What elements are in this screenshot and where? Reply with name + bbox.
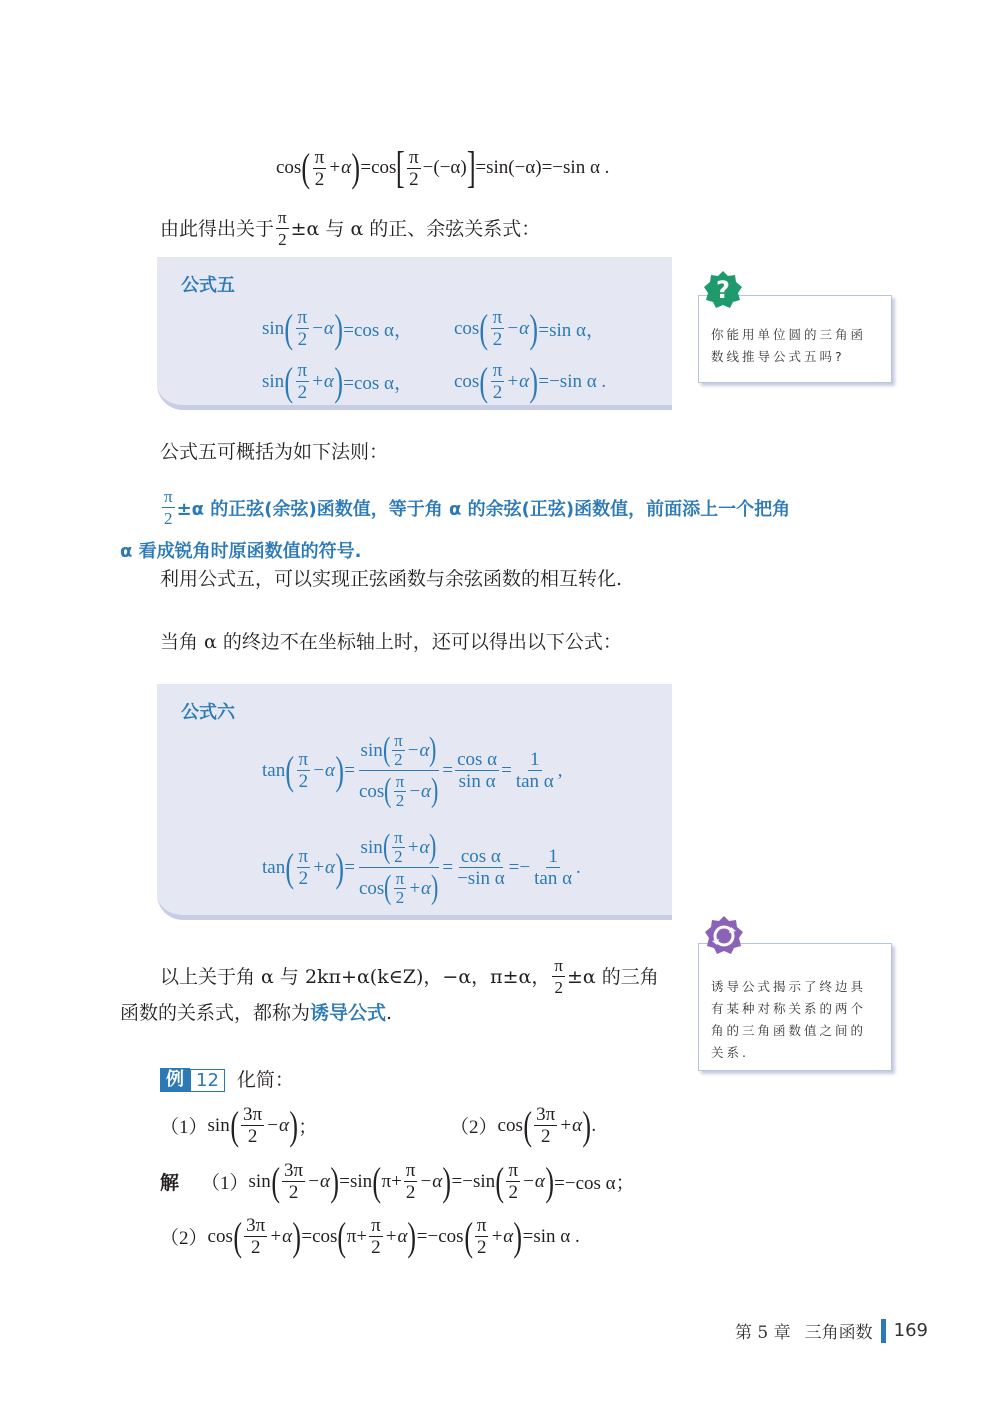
formula-six-row2: tan ( $\frac{\pi}{2}$ +α ) = sin ( $\frac{\pi}{2}$ +α ) cos ( $\frac{\pi}{2}$ +α ) = $\frac{\text{cos α}}{\text{−sin α}}$ =− $\frac{1}{\text{tan α}}$ .: [262, 827, 581, 907]
page-number: 169: [893, 1320, 928, 1341]
solution-line-1: 解 （1） sin ( $\frac{3\pi}{2}$ −α ) =sin ( π+ $\frac{\pi}{2}$ −α ) =−sin ( $\frac{\pi}{2}$ −α ) =−cos α；: [160, 1158, 635, 1204]
chapter-title: 三角函数: [804, 1323, 873, 1343]
formula-five-summary: 公式五可概括为如下法则：: [160, 441, 389, 463]
formula-five-row2a: sin ( $\frac{\pi}{2}$ +α ) =cos α，: [262, 358, 413, 404]
formula-five-rule: $\frac{\pi}{2}$ ±α 的正弦(余弦)函数值，等于角 α 的余弦(正弦)函数值，前面添上一个把角 α 看成锐角时原函数值的符号.: [120, 487, 791, 562]
formula-six-box: [157, 684, 672, 920]
page-footer: [735, 1318, 928, 1343]
svg-text:?: ?: [716, 276, 730, 304]
question-icon: [703, 270, 743, 310]
formula-five-row1b: cos ( $\frac{\pi}{2}$ −α ) =sin α，: [454, 305, 605, 351]
formula-six-intro: 当角 α 的终边不在坐标轴上时，还可以得出以下公式：: [160, 631, 622, 653]
chapter-label: 第 5 章: [735, 1323, 791, 1343]
intro-formula: cos ( $\frac{\pi}{2}$ +α ) =cos [ $\frac{\pi}{2}$ −(−α) ] =sin(−α)=−sin α .: [276, 143, 610, 192]
cycle-icon: [703, 915, 745, 957]
example-header: 例 12 化简：: [160, 1068, 294, 1092]
example-problem-2: （2） cos ( $\frac{3\pi}{2}$ +α ) .: [450, 1102, 597, 1148]
formula-five-row1a: sin ( $\frac{\pi}{2}$ −α ) =cos α，: [262, 305, 413, 351]
example-number: 12: [190, 1069, 225, 1092]
relation-intro-text: 由此得出关于 $\frac{\pi}{2}$ ±α 与 α 的正、余弦关系式：: [160, 208, 541, 249]
solution-line-2: （2） cos ( $\frac{3\pi}{2}$ +α ) =cos ( π+ $\frac{\pi}{2}$ +α ) =−cos ( $\frac{\pi}{2}$ +α ) =sin α .: [160, 1213, 580, 1259]
side-note-text: 诱导公式揭示了终边具有某种对称关系的两个角的三角函数值之间的关系.: [711, 979, 867, 1060]
example-problem-1: （1） sin ( $\frac{3\pi}{2}$ −α ) ；: [160, 1102, 318, 1148]
formula-five-box: [157, 257, 672, 410]
conversion-text: 利用公式五，可以实现正弦函数与余弦函数的相互转化.: [160, 568, 623, 590]
side-note-text: 你能用单位圆的三角函数线推导公式五吗?: [711, 327, 867, 364]
formula-five-title: 公式五: [181, 275, 235, 296]
formula-five-row2b: cos ( $\frac{\pi}{2}$ +α ) =−sin α .: [454, 358, 607, 404]
solution-label: 解: [160, 1172, 180, 1194]
side-note-induction: [698, 943, 892, 1071]
induction-paragraph-line1: 以上关于角 α 与 2kπ+α(k∈Z)，−α，π±α， $\frac{\pi}{2}$ ±α 的三角: [160, 956, 659, 997]
example-tag: 例: [160, 1068, 190, 1092]
induction-paragraph-line2: 函数的关系式，都称为诱导公式.: [120, 1002, 393, 1024]
footer-divider: [881, 1319, 886, 1343]
formula-six-row1: tan ( $\frac{\pi}{2}$ −α ) = sin ( $\frac{\pi}{2}$ −α ) cos ( $\frac{\pi}{2}$ −α ) = $\frac{\text{cos α}}{\text{sin α}}$ = $\frac{1}{\text{tan α}}$ ,: [262, 730, 563, 810]
formula-six-title: 公式六: [181, 702, 235, 723]
induction-formula-term: 诱导公式: [310, 1002, 387, 1024]
